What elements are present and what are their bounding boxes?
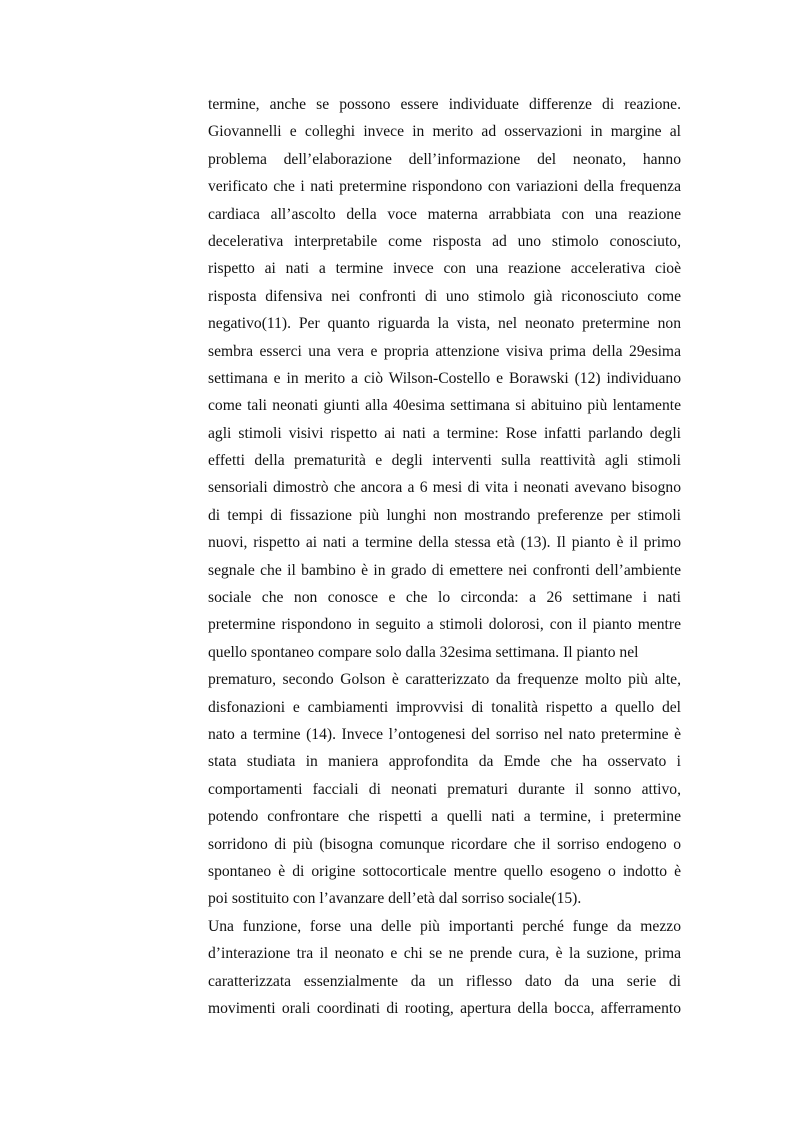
text-line: nuovi, rispetto ai nati a termine della stessa età (13). Il pianto è il primo (208, 534, 681, 552)
text-line: d’interazione tra il neonato e chi se ne prende cura, è la suzione, prima (208, 945, 681, 963)
text-line: cardiaca all’ascolto della voce materna arrabbiata con una reazione (208, 205, 681, 223)
text-line: risposta difensiva nei confronti di uno stimolo già riconosciuto come (208, 287, 681, 305)
text-line: negativo(11). Per quanto riguarda la vista, nel neonato pretermine non (208, 315, 681, 333)
text-line: comportamenti facciali di neonati prematuri durante il sonno attivo, (208, 780, 681, 798)
text-line: quello spontaneo compare solo dalla 32esima settimana. Il pianto nel (208, 643, 639, 661)
text-line: effetti della prematurità e degli interventi sulla reattività agli stimoli (208, 452, 681, 470)
text-line: settimana e in merito a ciò Wilson-Costello e Borawski (12) individuano (208, 369, 681, 387)
text-line: caratterizzata essenzialmente da un riflesso dato da una serie di (208, 972, 681, 990)
text-line: sensoriali dimostrò che ancora a 6 mesi di vita i neonati avevano bisogno (208, 479, 681, 497)
text-line: Una funzione, forse una delle più importanti perché funge da mezzo (208, 917, 681, 935)
text-line: movimenti orali coordinati di rooting, apertura della bocca, afferramento (208, 999, 681, 1017)
text-line: agli stimoli visivi rispetto ai nati a termine: Rose infatti parlando degli (208, 424, 681, 442)
text-line: come tali neonati giunti alla 40esima settimana si abituino più lentamente (208, 397, 681, 415)
text-line: problema dell’elaborazione dell’informazione del neonato, hanno (208, 150, 681, 168)
text-line: rispetto ai nati a termine invece con una reazione accelerativa cioè (208, 260, 681, 278)
text-line: Giovannelli e colleghi invece in merito ad osservazioni in margine al (208, 123, 681, 141)
text-line: stata studiata in maniera approfondita da Emde che ha osservato i (208, 753, 681, 771)
text-line: prematuro, secondo Golson è caratterizzato da frequenze molto più alte, (208, 671, 681, 689)
text-line: termine, anche se possono essere individuate differenze di reazione. (208, 96, 681, 113)
paragraph-1 (208, 91, 681, 913)
text-line: potendo confrontare che rispetti a quelli nati a termine, i pretermine (208, 808, 681, 826)
page-body (208, 91, 681, 1022)
text-line: pretermine rispondono in seguito a stimoli dolorosi, con il pianto mentre (208, 616, 681, 634)
text-line: verificato che i nati pretermine rispondono con variazioni della frequenza (208, 178, 681, 196)
text-line: decelerativa interpretabile come risposta ad uno stimolo conosciuto, (208, 232, 681, 250)
text-line: spontaneo è di origine sottocorticale mentre quello esogeno o indotto è (208, 862, 681, 880)
text-line: sorridono di più (bisogna comunque ricordare che il sorriso endogeno o (208, 835, 681, 853)
text-line: segnale che il bambino è in grado di emettere nei confronti dell’ambiente (208, 561, 681, 579)
paragraph-2 (208, 913, 681, 1023)
text-line: poi sostituito con l’avanzare dell’età dal sorriso sociale(15). (208, 890, 582, 908)
text-line: nato a termine (14). Invece l’ontogenesi del sorriso nel nato pretermine è (208, 725, 681, 743)
text-line: sembra esserci una vera e propria attenzione visiva prima della 29esima (208, 342, 681, 360)
text-line: disfonazioni e cambiamenti improvvisi di tonalità rispetto a quello del (208, 698, 681, 716)
text-line: sociale che non conosce e che lo circonda: a 26 settimane i nati (208, 589, 681, 607)
text-line: di tempi di fissazione più lunghi non mostrando preferenze per stimoli (208, 506, 681, 524)
